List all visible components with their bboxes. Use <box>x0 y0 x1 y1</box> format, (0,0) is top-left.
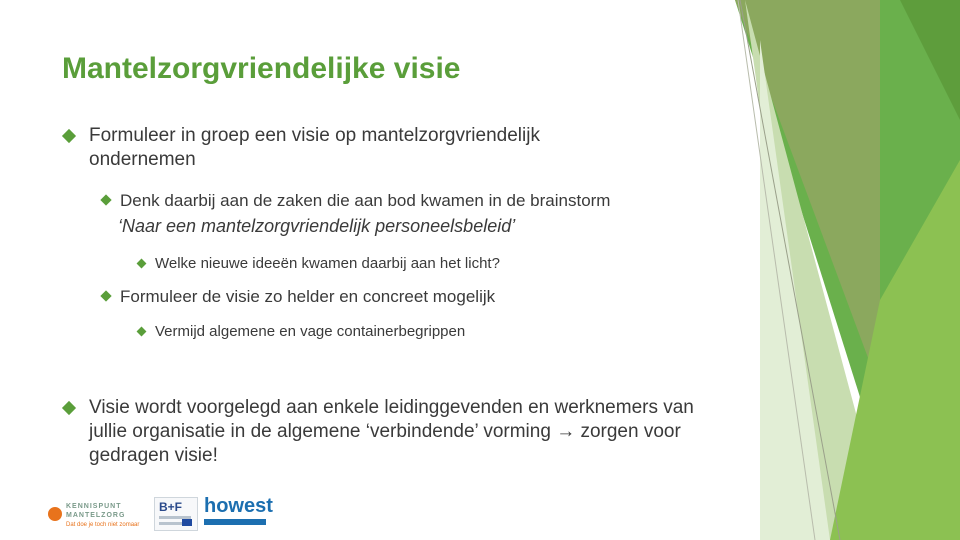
kennispunt-mantelzorg-logo: KENNISPUNT MANTELZORG Dat doe je toch niet zomaar <box>46 499 150 531</box>
bullet-1-1-italic-text: ‘Naar een mantelzorgvriendelijk personeelsbeleid’ <box>118 216 516 236</box>
slide-title: Mantelzorgvriendelijke visie <box>62 52 461 85</box>
bullet-1-text: Formuleer in groep een visie op mantelzorgvriendelijk ondernemen <box>89 125 540 170</box>
bullet-1-1 <box>102 190 722 212</box>
howest-logo: howest <box>204 495 266 527</box>
bullet-2 <box>64 396 744 468</box>
bullet-2-text: Visie wordt voorgelegd aan enkele leidinggevenden en werknemers van jullie organisatie in de algemene ‘verbindende’ vorming → zorgen voor gedragen visie! <box>89 397 694 466</box>
bullet-1-1-1-text: Welke nieuwe ideeën kwamen daarbij aan het licht? <box>155 255 500 272</box>
bf-logo: B+F <box>154 497 198 531</box>
bullet-1 <box>64 124 664 172</box>
eu-flag-icon <box>182 519 192 526</box>
bullet-1-2-1 <box>138 322 558 342</box>
bullet-1-2-text: Formuleer de visie zo helder en concreet mogelijk <box>120 287 496 306</box>
bullet-1-2-1-text: Vermijd algemene en vage containerbegrippen <box>155 323 466 340</box>
bullet-1-1-text: Denk daarbij aan de zaken die aan bod kwamen in de brainstorm <box>120 191 611 210</box>
bullet-1-1-1 <box>138 254 598 274</box>
sun-icon <box>48 507 62 521</box>
bullet-1-2 <box>102 286 582 308</box>
